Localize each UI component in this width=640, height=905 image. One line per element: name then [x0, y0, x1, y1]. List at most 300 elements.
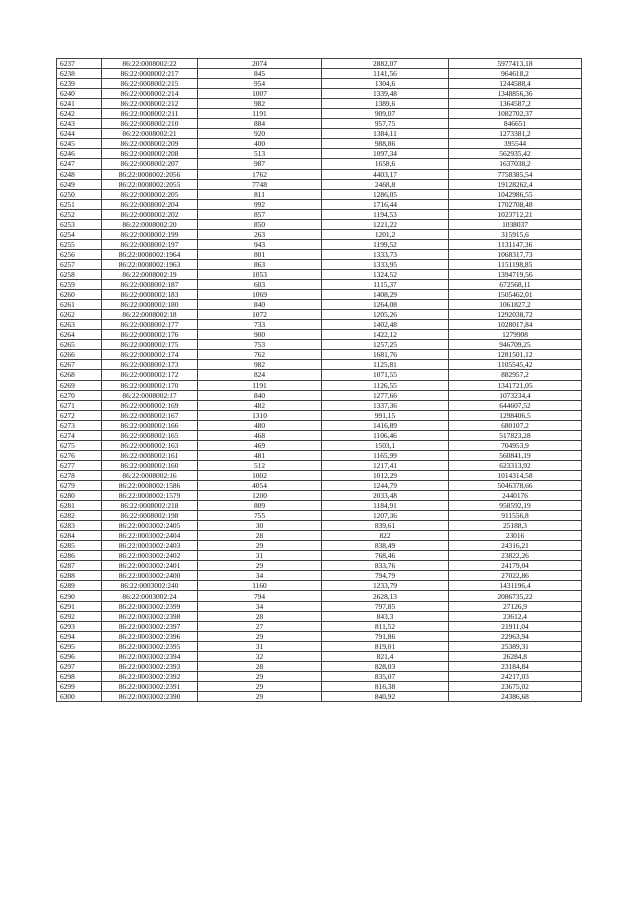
row-number-cell: 6299	[57, 681, 102, 691]
row-number-cell: 6244	[57, 129, 102, 139]
specific-value-cell: 1304,6	[322, 79, 449, 89]
row-number-cell: 6288	[57, 571, 102, 581]
area-cell: 900	[198, 330, 322, 340]
table-row	[57, 320, 582, 330]
cadastral-value-cell: 1151198,85	[449, 259, 582, 269]
cadastral-number-cell: 86:22:0008002:210	[102, 119, 198, 129]
cadastral-number-cell: 86:22:0008002:212	[102, 99, 198, 109]
row-number-cell: 6278	[57, 470, 102, 480]
table-row	[57, 330, 582, 340]
table-row	[57, 59, 582, 69]
cadastral-number-cell: 86:22:0003002:2401	[102, 561, 198, 571]
row-number-cell: 6267	[57, 360, 102, 370]
specific-value-cell: 1337,36	[322, 400, 449, 410]
specific-value-cell: 843,3	[322, 611, 449, 621]
cadastral-value-cell: 882957,2	[449, 370, 582, 380]
area-cell: 34	[198, 571, 322, 581]
table-row	[57, 99, 582, 109]
specific-value-cell: 1277,66	[322, 390, 449, 400]
row-number-cell: 6265	[57, 340, 102, 350]
area-cell: 762	[198, 350, 322, 360]
cadastral-number-cell: 86:22:0008002:160	[102, 460, 198, 470]
area-cell: 482	[198, 400, 322, 410]
specific-value-cell: 909,07	[322, 109, 449, 119]
cadastral-number-cell: 86:22:0008002:197	[102, 239, 198, 249]
row-number-cell: 6248	[57, 169, 102, 179]
cadastral-number-cell: 86:22:0008002:165	[102, 430, 198, 440]
area-cell: 840	[198, 390, 322, 400]
cadastral-number-cell: 86:22:0008002:214	[102, 89, 198, 99]
cadastral-number-cell: 86:22:0003002:240	[102, 581, 198, 591]
row-number-cell: 6291	[57, 601, 102, 611]
cadastral-number-cell: 86:22:0008002:199	[102, 229, 198, 239]
area-cell: 954	[198, 79, 322, 89]
cadastral-number-cell: 86:22:0003002:2402	[102, 551, 198, 561]
specific-value-cell: 1324,52	[322, 269, 449, 279]
table-row	[57, 239, 582, 249]
row-number-cell: 6297	[57, 661, 102, 671]
table-row	[57, 169, 582, 179]
area-cell: 7748	[198, 179, 322, 189]
area-cell: 4054	[198, 480, 322, 490]
row-number-cell: 6243	[57, 119, 102, 129]
table-row	[57, 300, 582, 310]
cadastral-value-cell: 395544	[449, 139, 582, 149]
table-row	[57, 340, 582, 350]
table-row	[57, 611, 582, 621]
table-row	[57, 601, 582, 611]
specific-value-cell: 1221,22	[322, 219, 449, 229]
table-row	[57, 159, 582, 169]
area-cell: 982	[198, 360, 322, 370]
cadastral-value-cell: 23822,26	[449, 551, 582, 561]
row-number-cell: 6287	[57, 561, 102, 571]
cadastral-value-cell: 26284,8	[449, 651, 582, 661]
specific-value-cell: 991,15	[322, 410, 449, 420]
specific-value-cell: 1126,55	[322, 380, 449, 390]
row-number-cell: 6253	[57, 219, 102, 229]
specific-value-cell: 1106,46	[322, 430, 449, 440]
cadastral-number-cell: 86:22:0008002:22	[102, 59, 198, 69]
row-number-cell: 6277	[57, 460, 102, 470]
cadastral-number-cell: 86:22:0008002:2056	[102, 169, 198, 179]
cadastral-number-cell: 86:22:0008002:211	[102, 109, 198, 119]
row-number-cell: 6286	[57, 551, 102, 561]
row-number-cell: 6258	[57, 269, 102, 279]
row-number-cell: 6239	[57, 79, 102, 89]
specific-value-cell: 1071,55	[322, 370, 449, 380]
specific-value-cell: 1503,1	[322, 440, 449, 450]
specific-value-cell: 1716,44	[322, 199, 449, 209]
area-cell: 943	[198, 239, 322, 249]
table-row	[57, 480, 582, 490]
cadastral-value-cell: 517823,28	[449, 430, 582, 440]
row-number-cell: 6292	[57, 611, 102, 621]
specific-value-cell: 1199,52	[322, 239, 449, 249]
cadastral-number-cell: 86:22:0008002:202	[102, 209, 198, 219]
row-number-cell: 6249	[57, 179, 102, 189]
area-cell: 1053	[198, 269, 322, 279]
cadastral-value-cell: 5046378,66	[449, 480, 582, 490]
cadastral-number-cell: 86:22:0008002:170	[102, 380, 198, 390]
row-number-cell: 6252	[57, 209, 102, 219]
cadastral-value-cell: 1292038,72	[449, 310, 582, 320]
area-cell: 809	[198, 501, 322, 511]
area-cell: 1002	[198, 470, 322, 480]
table-row	[57, 450, 582, 460]
specific-value-cell: 1658,6	[322, 159, 449, 169]
cadastral-value-cell: 623313,92	[449, 460, 582, 470]
table-row	[57, 681, 582, 691]
cadastral-value-cell: 560841,19	[449, 450, 582, 460]
area-cell: 468	[198, 430, 322, 440]
specific-value-cell: 1333,73	[322, 249, 449, 259]
cadastral-value-cell: 1073234,4	[449, 390, 582, 400]
row-number-cell: 6275	[57, 440, 102, 450]
cadastral-value-cell: 22963,94	[449, 631, 582, 641]
cadastral-value-cell: 2440176	[449, 491, 582, 501]
cadastral-number-cell: 86:22:0003002:2404	[102, 531, 198, 541]
cadastral-value-cell: 1105545,42	[449, 360, 582, 370]
row-number-cell: 6250	[57, 189, 102, 199]
table-row	[57, 149, 582, 159]
row-number-cell: 6241	[57, 99, 102, 109]
area-cell: 469	[198, 440, 322, 450]
cadastral-value-cell: 1279908	[449, 330, 582, 340]
specific-value-cell: 988,86	[322, 139, 449, 149]
row-number-cell: 6266	[57, 350, 102, 360]
area-cell: 30	[198, 521, 322, 531]
cadastral-value-cell: 27126,9	[449, 601, 582, 611]
table-row	[57, 470, 582, 480]
cadastral-number-cell: 86:22:0008002:167	[102, 410, 198, 420]
table-row	[57, 209, 582, 219]
area-cell: 884	[198, 119, 322, 129]
table-row	[57, 290, 582, 300]
row-number-cell: 6237	[57, 59, 102, 69]
table-row	[57, 460, 582, 470]
cadastral-value-table	[56, 58, 582, 702]
cadastral-number-cell: 86:22:0003002:2403	[102, 541, 198, 551]
table-row	[57, 641, 582, 651]
cadastral-number-cell: 86:22:0008002:187	[102, 280, 198, 290]
row-number-cell: 6254	[57, 229, 102, 239]
table-row	[57, 380, 582, 390]
table-row	[57, 400, 582, 410]
area-cell: 1191	[198, 380, 322, 390]
area-cell: 1200	[198, 491, 322, 501]
table-row	[57, 249, 582, 259]
cadastral-number-cell: 86:22:0008002:16	[102, 470, 198, 480]
table-row	[57, 410, 582, 420]
cadastral-value-cell: 23184,84	[449, 661, 582, 671]
specific-value-cell: 1422,12	[322, 330, 449, 340]
table-row	[57, 440, 582, 450]
specific-value-cell: 839,61	[322, 521, 449, 531]
table-row	[57, 360, 582, 370]
cadastral-number-cell: 86:22:0008002:161	[102, 450, 198, 460]
table-row	[57, 89, 582, 99]
cadastral-value-cell: 19128262,4	[449, 179, 582, 189]
row-number-cell: 6261	[57, 300, 102, 310]
specific-value-cell: 957,75	[322, 119, 449, 129]
cadastral-value-cell: 1702708,48	[449, 199, 582, 209]
cadastral-number-cell: 86:22:0008002:174	[102, 350, 198, 360]
row-number-cell: 6298	[57, 671, 102, 681]
cadastral-value-cell: 644607,52	[449, 400, 582, 410]
table-row	[57, 651, 582, 661]
area-cell: 263	[198, 229, 322, 239]
row-number-cell: 6272	[57, 410, 102, 420]
specific-value-cell: 835,07	[322, 671, 449, 681]
cadastral-value-cell: 24316,21	[449, 541, 582, 551]
cadastral-value-cell: 562935,42	[449, 149, 582, 159]
area-cell: 29	[198, 671, 322, 681]
row-number-cell: 6294	[57, 631, 102, 641]
specific-value-cell: 1408,29	[322, 290, 449, 300]
cadastral-number-cell: 86:22:0008002:1963	[102, 259, 198, 269]
cadastral-number-cell: 86:22:0003002:2399	[102, 601, 198, 611]
table-row	[57, 521, 582, 531]
table-row	[57, 420, 582, 430]
cadastral-value-cell: 25188,3	[449, 521, 582, 531]
specific-value-cell: 1333,95	[322, 259, 449, 269]
specific-value-cell: 840,92	[322, 691, 449, 701]
table-row	[57, 430, 582, 440]
area-cell: 32	[198, 651, 322, 661]
row-number-cell: 6246	[57, 149, 102, 159]
table-row	[57, 199, 582, 209]
area-cell: 840	[198, 300, 322, 310]
row-number-cell: 6245	[57, 139, 102, 149]
cadastral-number-cell: 86:22:0008002:1964	[102, 249, 198, 259]
cadastral-number-cell: 86:22:0008002:215	[102, 79, 198, 89]
cadastral-number-cell: 86:22:0008002:183	[102, 290, 198, 300]
specific-value-cell: 1115,37	[322, 280, 449, 290]
specific-value-cell: 1207,36	[322, 511, 449, 521]
row-number-cell: 6282	[57, 511, 102, 521]
row-number-cell: 6269	[57, 380, 102, 390]
area-cell: 31	[198, 641, 322, 651]
cadastral-number-cell: 86:22:0008002:209	[102, 139, 198, 149]
cadastral-number-cell: 86:22:0008002:17	[102, 390, 198, 400]
cadastral-number-cell: 86:22:0003002:2395	[102, 641, 198, 651]
row-number-cell: 6262	[57, 310, 102, 320]
cadastral-number-cell: 86:22:0008002:180	[102, 300, 198, 310]
specific-value-cell: 816,38	[322, 681, 449, 691]
area-cell: 1069	[198, 290, 322, 300]
row-number-cell: 6260	[57, 290, 102, 300]
specific-value-cell: 833,76	[322, 561, 449, 571]
specific-value-cell: 1184,91	[322, 501, 449, 511]
cadastral-number-cell: 86:22:0008002:169	[102, 400, 198, 410]
table-row	[57, 79, 582, 89]
area-cell: 28	[198, 661, 322, 671]
cadastral-value-cell: 704953,9	[449, 440, 582, 450]
row-number-cell: 6268	[57, 370, 102, 380]
table-row	[57, 621, 582, 631]
row-number-cell: 6238	[57, 69, 102, 79]
cadastral-number-cell: 86:22:0008002:198	[102, 511, 198, 521]
row-number-cell: 6264	[57, 330, 102, 340]
cadastral-number-cell: 86:22:0003002:24	[102, 591, 198, 601]
cadastral-number-cell: 86:22:0008002:20	[102, 219, 198, 229]
cadastral-value-cell: 672568,11	[449, 280, 582, 290]
cadastral-number-cell: 86:22:0008002:207	[102, 159, 198, 169]
area-cell: 29	[198, 691, 322, 701]
cadastral-value-cell: 1131147,36	[449, 239, 582, 249]
specific-value-cell: 791,86	[322, 631, 449, 641]
row-number-cell: 6289	[57, 581, 102, 591]
area-cell: 801	[198, 249, 322, 259]
area-cell: 850	[198, 219, 322, 229]
table-row	[57, 129, 582, 139]
table-row	[57, 179, 582, 189]
cadastral-value-cell: 23016	[449, 531, 582, 541]
cadastral-value-cell: 1061827,2	[449, 300, 582, 310]
table-row	[57, 491, 582, 501]
area-cell: 753	[198, 340, 322, 350]
table-row	[57, 531, 582, 541]
row-number-cell: 6279	[57, 480, 102, 490]
area-cell: 1310	[198, 410, 322, 420]
table-row	[57, 219, 582, 229]
specific-value-cell: 794,79	[322, 571, 449, 581]
cadastral-number-cell: 86:22:0003002:2396	[102, 631, 198, 641]
specific-value-cell: 1681,76	[322, 350, 449, 360]
specific-value-cell: 1264,08	[322, 300, 449, 310]
area-cell: 480	[198, 420, 322, 430]
table-row	[57, 561, 582, 571]
cadastral-value-cell: 964618,2	[449, 69, 582, 79]
cadastral-value-cell: 21911,04	[449, 621, 582, 631]
row-number-cell: 6281	[57, 501, 102, 511]
row-number-cell: 6290	[57, 591, 102, 601]
cadastral-number-cell: 86:22:0008002:2055	[102, 179, 198, 189]
area-cell: 1072	[198, 310, 322, 320]
area-cell: 982	[198, 99, 322, 109]
area-cell: 920	[198, 129, 322, 139]
cadastral-value-cell: 24179,04	[449, 561, 582, 571]
document-page	[56, 58, 581, 702]
row-number-cell: 6255	[57, 239, 102, 249]
table-row	[57, 189, 582, 199]
table-row	[57, 541, 582, 551]
specific-value-cell: 838,49	[322, 541, 449, 551]
cadastral-value-cell: 911556,8	[449, 511, 582, 521]
specific-value-cell: 822	[322, 531, 449, 541]
cadastral-value-cell: 1042986,55	[449, 189, 582, 199]
table-row	[57, 511, 582, 521]
row-number-cell: 6283	[57, 521, 102, 531]
table-row	[57, 259, 582, 269]
cadastral-value-cell: 7758385,54	[449, 169, 582, 179]
table-row	[57, 139, 582, 149]
area-cell: 481	[198, 450, 322, 460]
table-row	[57, 229, 582, 239]
table-row	[57, 501, 582, 511]
table-body	[57, 59, 582, 702]
area-cell: 29	[198, 561, 322, 571]
specific-value-cell: 1217,41	[322, 460, 449, 470]
specific-value-cell: 2468,8	[322, 179, 449, 189]
area-cell: 987	[198, 159, 322, 169]
row-number-cell: 6271	[57, 400, 102, 410]
row-number-cell: 6295	[57, 641, 102, 651]
table-row	[57, 350, 582, 360]
cadastral-value-cell: 1082702,37	[449, 109, 582, 119]
cadastral-value-cell: 1028017,84	[449, 320, 582, 330]
row-number-cell: 6242	[57, 109, 102, 119]
row-number-cell: 6296	[57, 651, 102, 661]
area-cell: 603	[198, 280, 322, 290]
specific-value-cell: 2628,13	[322, 591, 449, 601]
cadastral-number-cell: 86:22:0003002:2393	[102, 661, 198, 671]
cadastral-number-cell: 86:22:0003002:2391	[102, 681, 198, 691]
table-row	[57, 691, 582, 701]
specific-value-cell: 828,03	[322, 661, 449, 671]
specific-value-cell: 1389,6	[322, 99, 449, 109]
specific-value-cell: 1244,79	[322, 480, 449, 490]
cadastral-number-cell: 86:22:0008002:205	[102, 189, 198, 199]
cadastral-number-cell: 86:22:0008002:19	[102, 269, 198, 279]
area-cell: 824	[198, 370, 322, 380]
row-number-cell: 6257	[57, 259, 102, 269]
cadastral-value-cell: 25389,31	[449, 641, 582, 651]
area-cell: 34	[198, 601, 322, 611]
cadastral-value-cell: 23612,4	[449, 611, 582, 621]
cadastral-number-cell: 86:22:0003002:2398	[102, 611, 198, 621]
area-cell: 28	[198, 611, 322, 621]
row-number-cell: 6259	[57, 280, 102, 290]
row-number-cell: 6300	[57, 691, 102, 701]
area-cell: 857	[198, 209, 322, 219]
specific-value-cell: 1165,99	[322, 450, 449, 460]
cadastral-number-cell: 86:22:0003002:2405	[102, 521, 198, 531]
cadastral-number-cell: 86:22:0008002:217	[102, 69, 198, 79]
cadastral-number-cell: 86:22:0003002:2400	[102, 571, 198, 581]
cadastral-number-cell: 86:22:0008002:218	[102, 501, 198, 511]
area-cell: 31	[198, 551, 322, 561]
table-row	[57, 109, 582, 119]
specific-value-cell: 1233,79	[322, 581, 449, 591]
area-cell: 29	[198, 681, 322, 691]
area-cell: 29	[198, 631, 322, 641]
specific-value-cell: 1194,53	[322, 209, 449, 219]
area-cell: 733	[198, 320, 322, 330]
cadastral-value-cell: 1014314,58	[449, 470, 582, 480]
area-cell: 29	[198, 541, 322, 551]
table-row	[57, 119, 582, 129]
cadastral-value-cell: 1038037	[449, 219, 582, 229]
specific-value-cell: 819,01	[322, 641, 449, 651]
cadastral-value-cell: 24217,03	[449, 671, 582, 681]
cadastral-value-cell: 1023712,21	[449, 209, 582, 219]
specific-value-cell: 1205,26	[322, 310, 449, 320]
row-number-cell: 6247	[57, 159, 102, 169]
area-cell: 863	[198, 259, 322, 269]
cadastral-value-cell: 1364587,2	[449, 99, 582, 109]
cadastral-value-cell: 1244588,4	[449, 79, 582, 89]
row-number-cell: 6273	[57, 420, 102, 430]
table-row	[57, 269, 582, 279]
cadastral-value-cell: 1273381,2	[449, 129, 582, 139]
cadastral-value-cell: 315915,6	[449, 229, 582, 239]
row-number-cell: 6240	[57, 89, 102, 99]
specific-value-cell: 768,46	[322, 551, 449, 561]
area-cell: 512	[198, 460, 322, 470]
cadastral-number-cell: 86:22:0008002:175	[102, 340, 198, 350]
